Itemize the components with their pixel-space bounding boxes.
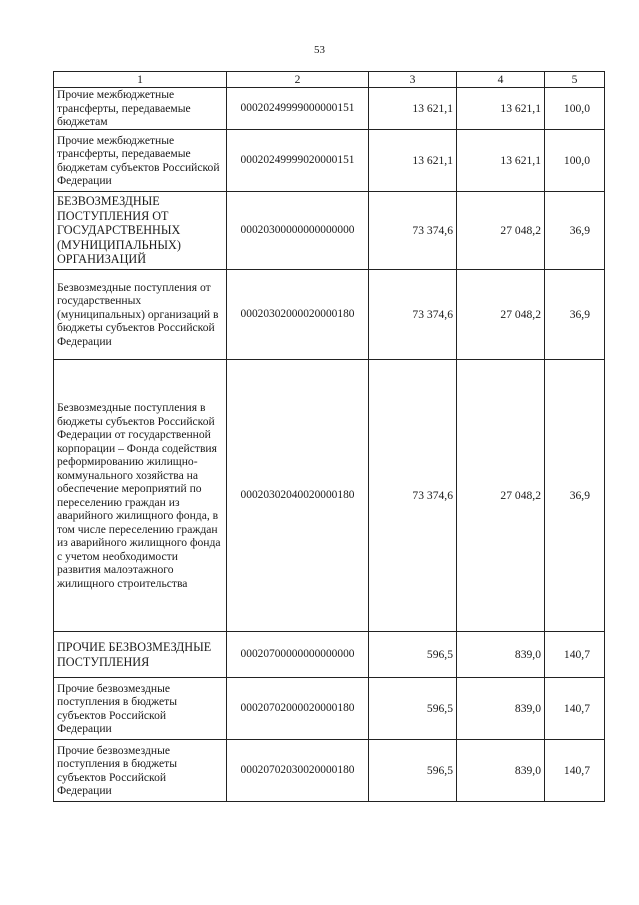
table-row [54, 678, 605, 740]
row-value-col4: 839,0 [457, 740, 545, 802]
table-row [54, 360, 605, 632]
row-value-col5: 140,7 [545, 632, 605, 678]
row-value-col5: 36,9 [545, 192, 605, 270]
row-value-col3: 73 374,6 [369, 360, 457, 632]
row-code: 00020302000020000180 [227, 270, 369, 360]
row-name: Прочие межбюджетные трансферты, передаваемые бюджетам субъектов Российской Федерации [54, 130, 227, 192]
row-value-col3: 73 374,6 [369, 270, 457, 360]
row-name: ПРОЧИЕ БЕЗВОЗМЕЗДНЫЕ ПОСТУПЛЕНИЯ [54, 632, 227, 678]
row-code: 00020702000020000180 [227, 678, 369, 740]
row-value-col5: 100,0 [545, 130, 605, 192]
row-name: Безвозмездные поступления в бюджеты субъектов Российской Федерации от государственной корпорации – Фонда содействия реформированию жилищно-коммунального хозяйства на обеспечение мероприятий по переселению граждан из аварийного жилищного фонда, в том числе переселению граждан из аварийного жилищного фонда с учетом необходимости развития малоэтажного жилищного строительства [54, 360, 227, 632]
column-header-5: 5 [545, 72, 605, 88]
row-name: Прочие безвозмездные поступления в бюджеты субъектов Российской Федерации [54, 740, 227, 802]
row-code: 00020249999020000151 [227, 130, 369, 192]
row-value-col4: 27 048,2 [457, 270, 545, 360]
table-row [54, 632, 605, 678]
row-value-col4: 13 621,1 [457, 88, 545, 130]
row-value-col3: 596,5 [369, 632, 457, 678]
row-value-col5: 140,7 [545, 740, 605, 802]
row-code: 00020300000000000000 [227, 192, 369, 270]
column-header-1: 1 [54, 72, 227, 88]
row-value-col3: 73 374,6 [369, 192, 457, 270]
row-value-col4: 27 048,2 [457, 192, 545, 270]
row-name: Безвозмездные поступления от государственных (муниципальных) организаций в бюджеты субъектов Российской Федерации [54, 270, 227, 360]
row-value-col3: 596,5 [369, 678, 457, 740]
row-code: 00020702030020000180 [227, 740, 369, 802]
page-number: 53 [314, 44, 325, 56]
budget-table [53, 71, 605, 802]
row-value-col4: 13 621,1 [457, 130, 545, 192]
row-name: Прочие безвозмездные поступления в бюджеты субъектов Российской Федерации [54, 678, 227, 740]
table-row [54, 192, 605, 270]
column-header-4: 4 [457, 72, 545, 88]
row-code: 00020700000000000000 [227, 632, 369, 678]
row-name: БЕЗВОЗМЕЗДНЫЕ ПОСТУПЛЕНИЯ ОТ ГОСУДАРСТВЕННЫХ (МУНИЦИПАЛЬНЫХ) ОРГАНИЗАЦИЙ [54, 192, 227, 270]
row-value-col5: 36,9 [545, 270, 605, 360]
row-code: 00020249999000000151 [227, 88, 369, 130]
row-value-col5: 100,0 [545, 88, 605, 130]
row-value-col5: 36,9 [545, 360, 605, 632]
row-value-col5: 140,7 [545, 678, 605, 740]
table-row [54, 270, 605, 360]
row-value-col4: 839,0 [457, 632, 545, 678]
row-value-col3: 13 621,1 [369, 88, 457, 130]
row-name: Прочие межбюджетные трансферты, передаваемые бюджетам [54, 88, 227, 130]
column-header-2: 2 [227, 72, 369, 88]
row-value-col3: 596,5 [369, 740, 457, 802]
table-header-row [54, 72, 605, 88]
row-value-col3: 13 621,1 [369, 130, 457, 192]
table-row [54, 88, 605, 130]
row-value-col4: 839,0 [457, 678, 545, 740]
row-code: 00020302040020000180 [227, 360, 369, 632]
column-header-3: 3 [369, 72, 457, 88]
table-row [54, 740, 605, 802]
row-value-col4: 27 048,2 [457, 360, 545, 632]
table-row [54, 130, 605, 192]
